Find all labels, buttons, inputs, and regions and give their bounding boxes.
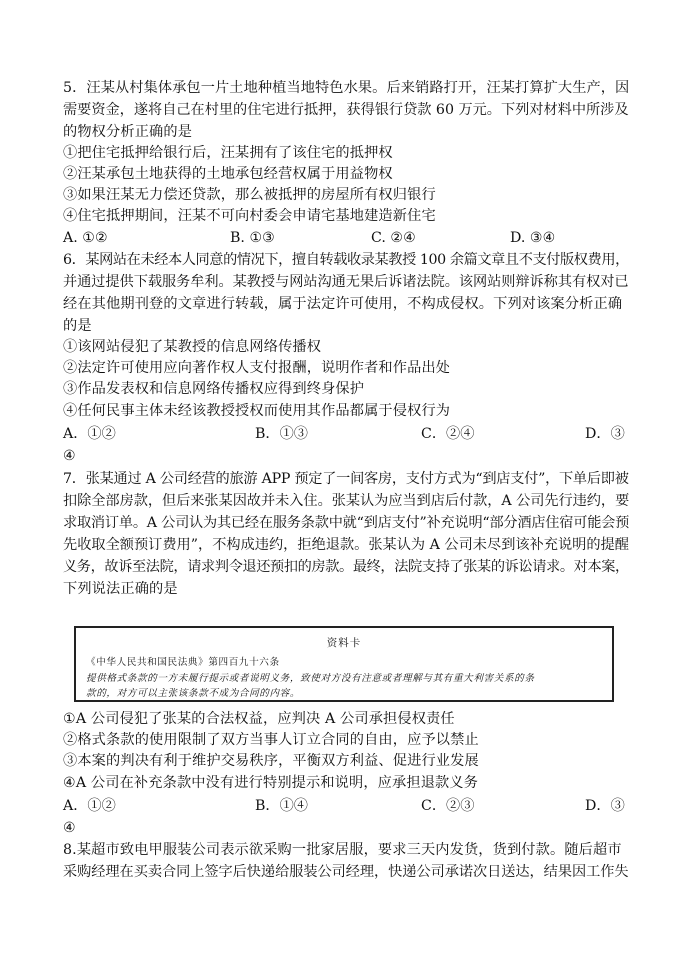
- question-7-stem-line-2: 扣除全部房款，但后来张某因故并未入住。张某认为应当到店后付款，A 公司先行违约，要: [63, 493, 630, 509]
- question-5-option-d[interactable]: D. ③④: [510, 230, 556, 246]
- question-6-option-d[interactable]: D．③: [585, 426, 625, 442]
- question-5-option-c[interactable]: C. ②④: [371, 230, 416, 246]
- question-5-item-3: ③如果汪某无力偿还贷款，那么被抵押的房屋所有权归银行: [63, 187, 436, 203]
- question-6-options: [63, 424, 626, 444]
- question-6-item-4: ④任何民事主体未经该教授授权而使用其作品都属于侵权行为: [63, 403, 451, 419]
- question-8-stem-line-1: 8.某超市致电甲服装公司表示欲采购一批家居服，要求三天内发货，货到付款。随后超市: [63, 842, 622, 858]
- question-7-item-4: ④A 公司在补充条款中没有进行特别提示和说明，应承担退款义务: [63, 775, 479, 791]
- question-5-item-4: ④住宅抵押期间，汪某不可向村委会申请宅基地建造新住宅: [63, 208, 436, 224]
- reference-card-line-2: 款的，对方可以主张该条款不成为合同的内容。: [86, 688, 301, 699]
- reference-card-line-1: 提供格式条款的一方未履行提示或者说明义务，致使对方没有注意或者理解与其有重大利害关系的条: [86, 673, 535, 684]
- question-6-stem-line-1: 6．某网站在未经本人同意的情况下，擅自转载收录某教授 100 余篇文章且不支付版权费用，: [63, 252, 629, 268]
- question-6-option-d-wrap: ④: [63, 448, 76, 464]
- question-5-stem-line-2: 需要资金，遂将自己在村里的住宅进行抵押，获得银行贷款 60 万元。下列对材料中所涉及: [63, 102, 629, 118]
- question-7-options: [63, 796, 626, 816]
- question-6-stem-line-4: 的是: [63, 318, 92, 334]
- reference-card-title: 资料卡: [326, 637, 362, 649]
- question-7-item-1: ①A 公司侵犯了张某的合法权益，应判决 A 公司承担侵权责任: [63, 711, 455, 727]
- reference-card-law-title: 《中华人民共和国民法典》第四百九十六条: [86, 657, 280, 668]
- question-6-stem-line-2: 并通过提供下载服务牟利。某教授与网站沟通无果后诉诸法院。该网站则辩诉称其有权对已: [63, 274, 629, 290]
- question-5-options: [63, 228, 626, 248]
- question-7-stem-line-5: 义务，故诉至法院，请求判令退还预扣的房款。最终，法院支持了张某的诉讼请求。对本案，: [63, 559, 629, 575]
- question-5-option-a[interactable]: A. ①②: [63, 230, 108, 246]
- question-5-stem-line-3: 的物权分析正确的是: [63, 124, 193, 140]
- question-5-stem-line-1: 5．汪某从村集体承包一片土地种植当地特色水果。后来销路打开，汪某打算扩大生产，因: [63, 80, 630, 96]
- question-5-item-2: ②汪某承包土地获得的土地承包经营权属于用益物权: [63, 166, 393, 182]
- question-6-option-b[interactable]: B．①③: [255, 426, 308, 442]
- question-5-item-1: ①把住宅抵押给银行后，汪某拥有了该住宅的抵押权: [63, 145, 393, 161]
- question-6-option-c[interactable]: C．②④: [421, 426, 475, 442]
- question-7-option-d-wrap: ④: [63, 820, 76, 836]
- question-6-item-2: ②法定许可使用应向著作权人支付报酬，说明作者和作品出处: [63, 360, 451, 376]
- question-7-stem-line-4: 先收取全额预订费用”，不构成违约，拒绝退款。张某认为 A 公司未尽到该补充说明的提醒: [63, 537, 629, 553]
- question-7-stem-line-3: 求取消订单。A 公司认为其已经在服务条款中就“到店支付”补充说明“部分酒店住宿可能会预: [63, 515, 630, 531]
- question-7-option-d[interactable]: D．③: [585, 798, 625, 814]
- question-7-stem-line-1: 7．张某通过 A 公司经营的旅游 APP 预定了一间客房，支付方式为“到店支付”，下单后即被: [63, 471, 629, 487]
- reference-card: [74, 626, 614, 702]
- question-6-item-3: ③作品发表权和信息网络传播权应得到终身保护: [63, 381, 365, 397]
- question-7-option-a[interactable]: A．①②: [63, 798, 116, 814]
- question-6-option-a[interactable]: A．①②: [63, 426, 116, 442]
- question-7-item-3: ③本案的判决有利于维护交易秩序，平衡双方利益、促进行业发展: [63, 753, 479, 769]
- question-8-stem-line-2: 采购经理在买卖合同上签字后快递给服装公司经理，快递公司承诺次日送达，结果因工作失: [63, 864, 629, 880]
- question-7-item-2: ②格式条款的使用限制了双方当事人订立合同的自由，应予以禁止: [63, 732, 479, 748]
- question-6-stem-line-3: 经在其他期刊登的文章进行转载，属于法定许可使用，不构成侵权。下列对该案分析正确: [63, 296, 623, 312]
- question-6-item-1: ①该网站侵犯了某教授的信息网络传播权: [63, 339, 322, 355]
- question-7-option-c[interactable]: C．②③: [421, 798, 475, 814]
- question-5-option-b[interactable]: B. ①③: [230, 230, 275, 246]
- question-7-option-b[interactable]: B．①④: [255, 798, 308, 814]
- question-7-stem-line-6: 下列说法正确的是: [63, 581, 178, 597]
